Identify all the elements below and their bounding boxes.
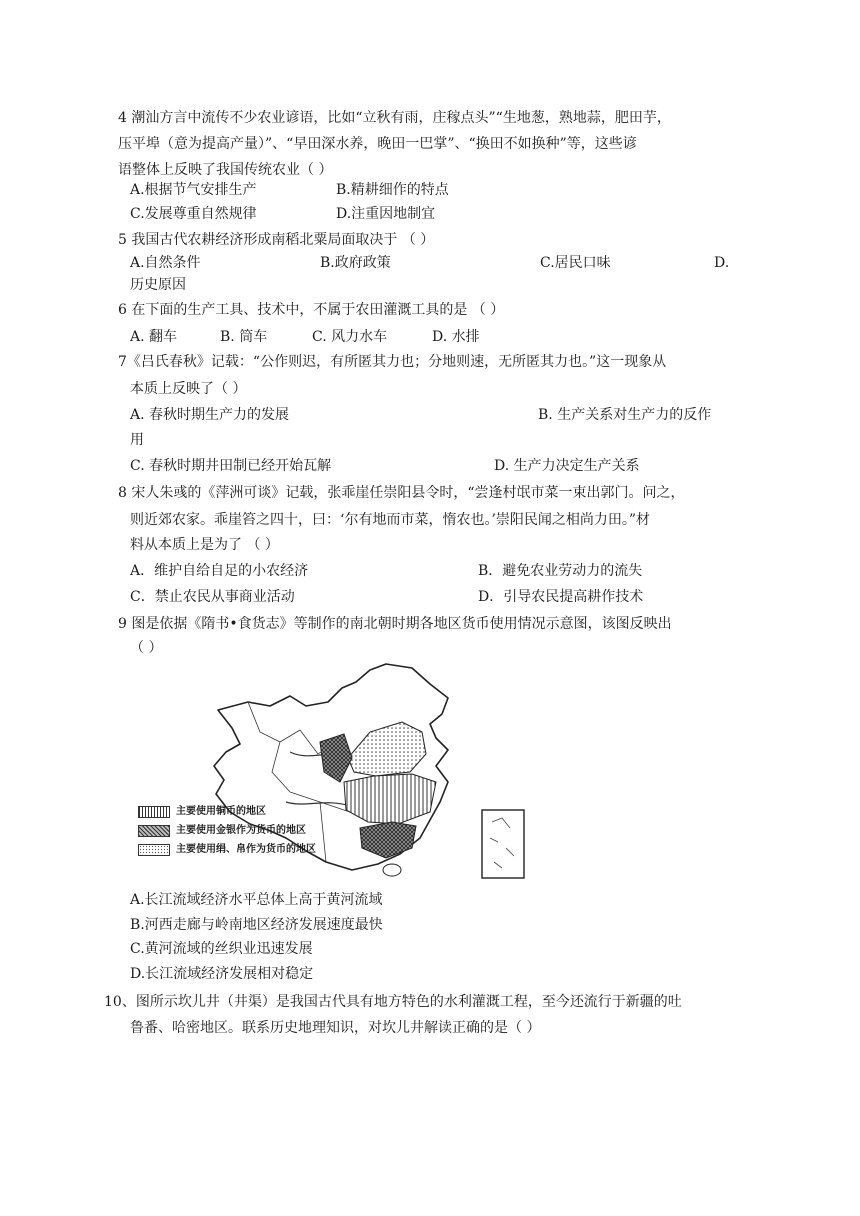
q6-option-c: C. 风力水车 bbox=[312, 329, 388, 345]
q4-option-c: C.发展尊重自然规律 bbox=[130, 206, 257, 222]
q8-option-a: A．维护自给自足的小农经济 bbox=[130, 563, 309, 579]
legend-item-copper: 主要使用铜币的地区 bbox=[138, 802, 316, 821]
q5-option-a: A.自然条件 bbox=[130, 255, 201, 271]
q8-stem-line-1: 8 宋人朱彧的《萍洲可谈》记载，张乖崖任崇阳县令时，“尝逢村氓市菜一束出郭门。问之， bbox=[118, 485, 685, 501]
q9-stem-line-2: （ ） bbox=[130, 640, 163, 656]
legend-swatch-vertical bbox=[138, 806, 170, 818]
q5-option-d: D. bbox=[714, 255, 730, 271]
legend-item-silk: 主要使用绢、帛作为货币的地区 bbox=[138, 840, 316, 859]
q7-stem-line-1: 7《吕氏春秋》记载：“公作则迟，有所匿其力也；分地则速，无所匿其力也。”这一现象从 bbox=[118, 354, 667, 370]
q9-option-b: B.河西走廊与岭南地区经济发展速度最快 bbox=[130, 917, 383, 933]
q6-option-b: B. 筒车 bbox=[220, 329, 268, 345]
q5-option-c: C.居民口味 bbox=[540, 255, 611, 271]
q6-stem: 6 在下面的生产工具、技术中，不属于农田灌溉工具的是 （ ） bbox=[118, 302, 505, 318]
q4-stem-line-1: 4 潮汕方言中流传不少农业谚语，比如“立秋有雨，庄稼点头”“生地葱，熟地蒜，肥田芋， bbox=[118, 110, 671, 126]
q7-option-c: C. 春秋时期井田制已经开始瓦解 bbox=[130, 458, 332, 474]
q5-option-d-text: 历史原因 bbox=[130, 277, 186, 293]
map-legend bbox=[138, 802, 316, 859]
q4-option-a: A.根据节气安排生产 bbox=[130, 182, 257, 198]
legend-swatch-crosshatch bbox=[138, 825, 170, 837]
q7-option-d: D. 生产力决定生产关系 bbox=[494, 458, 640, 474]
q10-stem-line-1: 10、图所示坎儿井（井渠）是我国古代具有地方特色的水利灌溉工程，至今还流行于新疆的吐 bbox=[104, 994, 682, 1010]
q6-option-a: A. 翻车 bbox=[130, 329, 178, 345]
q8-option-b: B．避免农业劳动力的流失 bbox=[478, 563, 643, 579]
q8-option-c: C．禁止农民从事商业活动 bbox=[130, 589, 295, 605]
legend-item-gold-silver: 主要使用金银作为货币的地区 bbox=[138, 821, 316, 840]
q7-option-b: B. 生产关系对生产力的反作 bbox=[538, 407, 712, 423]
q9-stem-line-1: 9 图是依据《隋书•食货志》等制作的南北朝时期各地区货币使用情况示意图，该图反映出 bbox=[118, 616, 672, 632]
q7-stem-line-2: 本质上反映了（ ） bbox=[130, 381, 247, 397]
q4-option-b: B.精耕细作的特点 bbox=[336, 182, 449, 198]
q10-stem-line-2: 鲁番、哈密地区。联系历史地理知识，对坎儿井解读正确的是（ ） bbox=[130, 1020, 541, 1036]
q5-option-b: B.政府政策 bbox=[320, 255, 391, 271]
q9-option-d: D.长江流域经济发展相对稳定 bbox=[130, 966, 314, 982]
q9-currency-map bbox=[130, 662, 530, 884]
q6-option-d: D. 水排 bbox=[432, 329, 480, 345]
q7-option-b-wrap: 用 bbox=[130, 432, 144, 448]
q9-option-a: A.长江流域经济水平总体上高于黄河流域 bbox=[130, 892, 383, 908]
q8-option-d: D．引导农民提高耕作技术 bbox=[478, 589, 644, 605]
hainan-island bbox=[383, 864, 401, 876]
q7-option-a: A. 春秋时期生产力的发展 bbox=[130, 407, 290, 423]
legend-swatch-dotted bbox=[138, 844, 170, 856]
q4-option-d: D.注重因地制宜 bbox=[336, 206, 436, 222]
q8-stem-line-3: 料从本质上是为了 （ ） bbox=[130, 537, 279, 553]
q4-stem-line-3: 语整体上反映了我国传统农业（ ） bbox=[118, 162, 333, 178]
q5-stem: 5 我国古代农耕经济形成南稻北粟局面取决于 （ ） bbox=[118, 232, 435, 248]
q9-option-c: C.黄河流域的丝织业迅速发展 bbox=[130, 941, 313, 957]
south-china-sea-inset bbox=[482, 810, 524, 878]
q4-stem-line-2: 压平埠（意为提高产量）”、“早田深水养，晚田一巴掌”、“换田不如换种”等，这些谚 bbox=[118, 136, 637, 152]
q8-stem-line-2: 则近郊农家。乖崖笞之四十，曰：‘尔有地而市菜，惰农也。’崇阳民闻之相尚力田。”材 bbox=[130, 512, 651, 528]
